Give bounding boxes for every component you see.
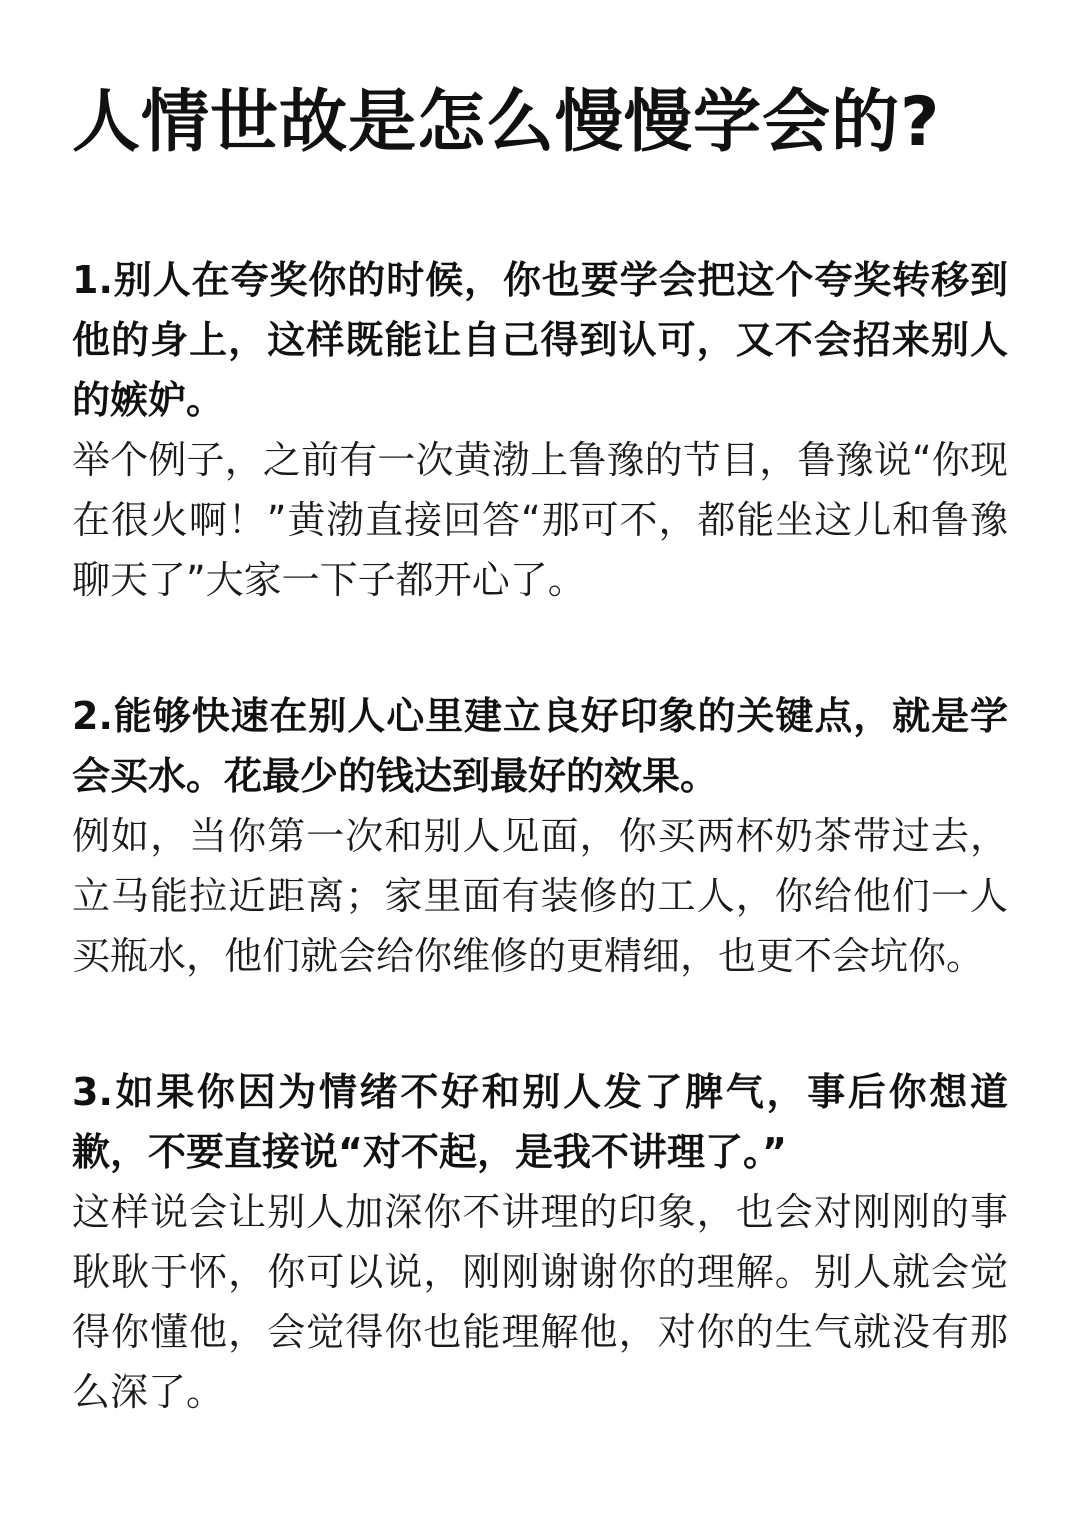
tip-3-example: 这样说会让别人加深你不讲理的印象，也会对刚刚的事耿耿于怀，你可以说，刚刚谢谢你的理解。别人就会觉得你懂他，会觉得你也能理解他，对你的生气就没有那么深了。 — [72, 1190, 1008, 1414]
page-title: 人情世故是怎么慢慢学会的? — [72, 83, 941, 162]
tip-2-heading: 2.能够快速在别人心里建立良好印象的关键点，就是学会买水。花最少的钱达到最好的效果。 — [72, 694, 1008, 798]
tip-1-example: 举个例子，之前有一次黄渤上鲁豫的节目，鲁豫说“你现在很火啊！”黄渤直接回答“那可不，都能坐这儿和鲁豫聊天了”大家一下子都开心了。 — [72, 438, 1008, 602]
tip-section-2 — [72, 686, 1008, 986]
tip-3-heading: 3.如果你因为情绪不好和别人发了脾气，事后你想道歉，不要直接说“对不起，是我不讲理了。” — [72, 1070, 1008, 1174]
tip-section-3 — [72, 1062, 1008, 1422]
tip-section-1 — [72, 250, 1008, 610]
tip-1-heading: 1.别人在夸奖你的时候，你也要学会把这个夸奖转移到他的身上，这样既能让自己得到认可，又不会招来别人的嫉妒。 — [72, 258, 1008, 422]
tip-2-example: 例如，当你第一次和别人见面，你买两杯奶茶带过去，立马能拉近距离；家里面有装修的工人，你给他们一人买瓶水，他们就会给你维修的更精细，也更不会坑你。 — [72, 814, 1008, 978]
